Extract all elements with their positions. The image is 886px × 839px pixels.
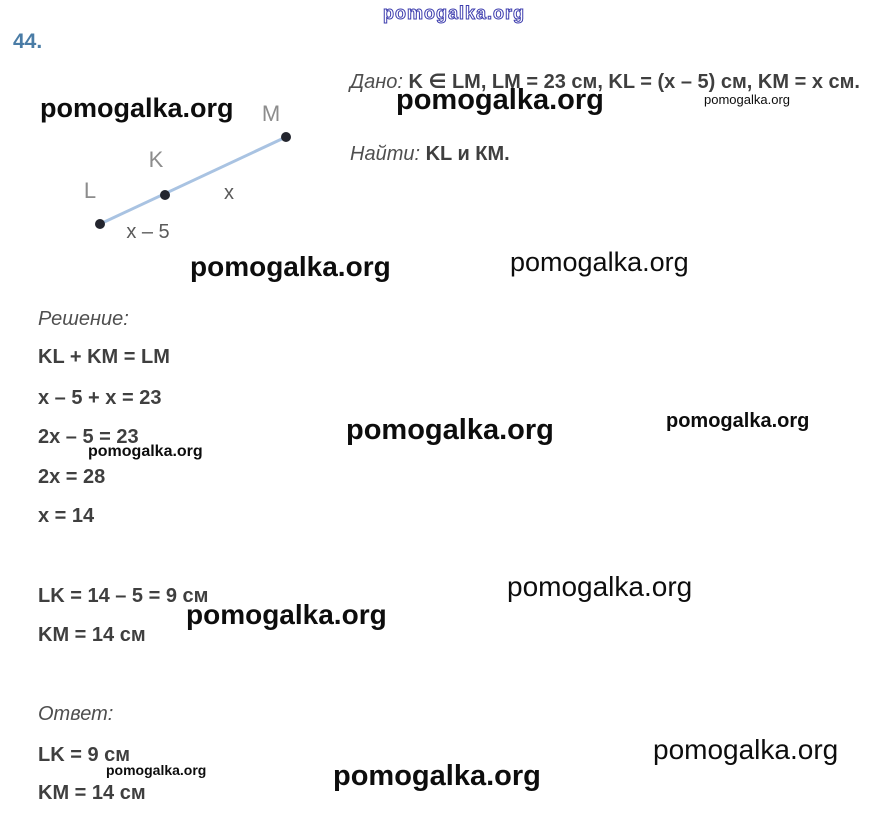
answer-line: LK = 9 см [38, 744, 131, 766]
segment-line-LM [100, 137, 286, 224]
watermark-diagram-top: pomogalka.org [40, 93, 234, 123]
solution-label: Решение: [38, 308, 129, 330]
segment-LK-length-label: x – 5 [126, 221, 170, 243]
solution-step: 2x = 28 [38, 466, 106, 488]
watermark-mid-right-small: pomogalka.org [666, 410, 810, 432]
watermark-outline-top: pomogalka.org [383, 3, 526, 23]
point-M-label: M [261, 101, 281, 126]
segment-KM-length-label: x [224, 182, 234, 204]
solution-step: x – 5 + x = 23 [38, 387, 162, 409]
watermark-topright-small: pomogalka.org [704, 92, 790, 107]
segment-diagram [60, 95, 300, 245]
problem-number: 44. [13, 30, 43, 53]
watermark-mid-right-row: pomogalka.org [510, 247, 689, 277]
answer-line: KM = 14 см [38, 782, 146, 804]
solution-result: KM = 14 см [38, 624, 146, 646]
watermark-right-results: pomogalka.org [507, 571, 693, 602]
watermark-mid-center: pomogalka.org [346, 414, 554, 446]
watermark-bottom-right: pomogalka.org [653, 734, 839, 765]
point-K-dot [160, 190, 170, 200]
answer-label: Ответ: [38, 703, 114, 725]
solution-step: 2x – 5 = 23 [38, 426, 139, 448]
find-line [350, 144, 510, 164]
find-text: KL и КМ. [425, 143, 510, 165]
point-L-dot [95, 219, 105, 229]
given-label: Дано: [350, 71, 403, 93]
solution-step: KL + KM = LM [38, 346, 170, 368]
find-label: Найти: [350, 143, 421, 165]
point-M-dot [281, 132, 291, 142]
watermark-solution-small: pomogalka.org [88, 443, 203, 460]
solution-result: LK = 14 – 5 = 9 см [38, 585, 209, 607]
given-text: K ∈ LM, LM = 23 см, KL = (x – 5) см, KM = х см. [408, 71, 860, 93]
watermark-answer-small: pomogalka.org [106, 762, 207, 778]
solution-step: x = 14 [38, 505, 95, 527]
point-K-label: K [148, 147, 164, 172]
watermark-results-bold: pomogalka.org [186, 599, 387, 630]
watermark-given-bold: pomogalka.org [396, 84, 604, 116]
watermark-bottom-center: pomogalka.org [333, 760, 541, 792]
point-L-label: L [83, 178, 97, 203]
watermark-below-diagram: pomogalka.org [190, 251, 391, 282]
